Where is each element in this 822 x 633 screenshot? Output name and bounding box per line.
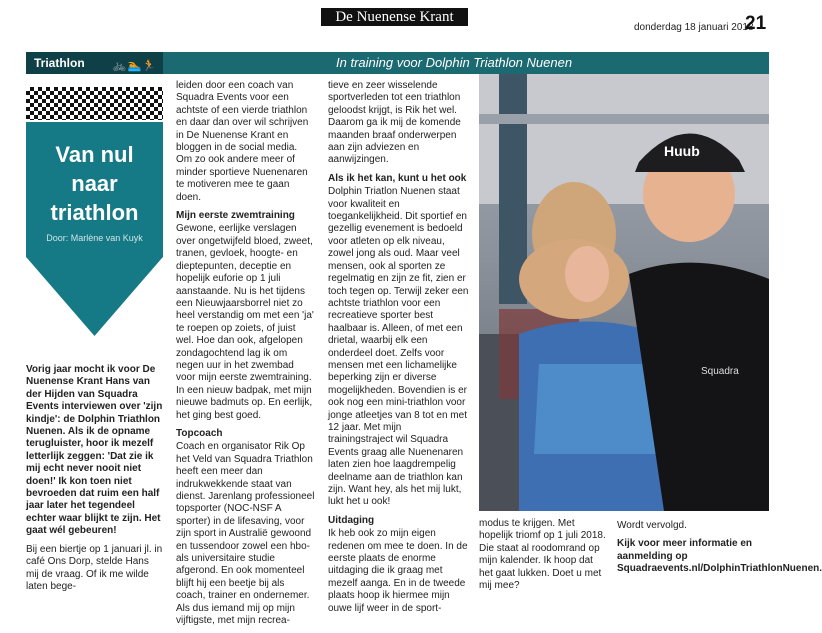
headline-line: naar — [71, 171, 118, 196]
page-number: 21 — [745, 13, 767, 34]
headline-line: triathlon — [50, 200, 139, 225]
byline: Door: Marlène van Kuyk — [46, 233, 143, 243]
article-photo — [479, 74, 769, 511]
shirt-badge-text: Squadra — [701, 366, 739, 377]
subheading: Topcoach — [176, 427, 223, 439]
paragraph: modus te krijgen. Met hopelijk triomf op 1 juli 2018. Die staat al roodomrand op mijn kalender. Ik hoop dat het gaat lukken. Doet u met mij mee? — [479, 518, 606, 592]
paragraph: Bij een biertje op 1 januari jl. in café Ons Dorp, stelde Hans mij de vraag. Of ik me wilde laten bege- — [26, 543, 163, 592]
column-4 — [479, 518, 606, 598]
article-kicker: In training voor Dolphin Triathlon Nuenen — [336, 55, 573, 70]
info-paragraph: Kijk voor meer informatie en aanmelding op Squadraevents.nl/DolphinTriathlonNuenen. — [617, 538, 822, 575]
section-label-text: Triathlon — [34, 56, 85, 70]
paragraph: Wordt vervolgd. — [617, 520, 687, 531]
column-2 — [176, 80, 316, 633]
subheading: Uitdaging — [328, 514, 375, 526]
headline-line: Van nul — [55, 142, 134, 167]
paragraph: leiden door een coach van Squadra Events voor een achtste of een vierde triathlon en daar dan over wil schrijven in De Nuenense Krant en bloggen in de social media. Om zo ook andere meer of minder sportieve Nuenenaren te motiveren mee te gaan doen. — [176, 80, 309, 203]
paragraph: Gewone, eerlijke verslagen over ongetwijfeld bloed, zweet, tranen, gevloek, hoogte- en dieptepunten, deceptie en hopelijk euforie op 1 juli aanstaande. Nu is het tijdens een Nieuwjaarsborrel niet zo heel verstandig om met een 'ja' te roepen op zoiets, of juist wel. Hoe dan ook, afgelopen zondagochtend lag ik om negen uur in het zwembad voor mijn eerste zwemtraining. In een nieuw badpak, met mijn nieuwe badmuts op. En eerlijk, het ging best goed. — [176, 223, 314, 421]
subheading: Mijn eerste zwemtraining — [176, 210, 295, 222]
subheading: Als ik het kan, kunt u het ook — [328, 172, 467, 184]
triathlon-icons — [113, 55, 157, 77]
swim-icon: 🏊 — [127, 60, 143, 72]
dateline: donderdag 18 januari 2018 — [634, 22, 754, 33]
bike-icon: 🚲 — [112, 60, 128, 72]
section-label — [26, 52, 163, 74]
intro-paragraph: Vorig jaar mocht ik voor De Nuenense Krant Hans van der Hijden van Squadra Events interviewen over 'zijn kindje': de Dolphin Triathlon Nuenen. Als ik de opname terugluister, hoor ik mezelf letterlijk zeggen: 'Dat zie ik mij echt never nooit niet doen!' Ik kon toen niet bevroeden dat ruim een half jaar later het tegendeel echter waar blijkt te zijn. Het gaat wél gebeuren! — [26, 364, 163, 537]
paragraph: Coach en organisator Rik Op het Veld van Squadra Triathlon heeft een meer dan indrukwekkende staat van dienst. Jarenlang professioneel topsporter (NOC-NSF A sporter) in de lifesaving, voor zijn sport in Australië gewoond en tussendoor zowel een hbo- als universitaire studie afgerond. En ook momenteel blijft hij een beetje bij als coach, trainer en ondernemer. Als dus iemand mij op mijn vijftigste, met mijn recrea- — [176, 441, 315, 627]
paragraph: Ik heb ook zo mijn eigen redenen om mee te doen. In de eerste plaats de enorme uitdaging die ik graag met mezelf aanga. En in de tweede plaats hoop ik hiermee mijn ouwe lijf weer in de sport- — [328, 528, 468, 614]
column-3 — [328, 80, 469, 621]
column-5 — [617, 520, 822, 582]
paragraph: Dolphin Triatlon Nuenen staat voor kwaliteit en toegankelijkheid. Dit sportief en gezellig evenement is bedoeld voor atleten op elk niveau, zowel jong als oud. Maar veel mensen, ook al sporten ze regelmatig en zijn ze fit, zien er toch tegen op. Terwijl zeker een achtste triathlon voor een recreatieve sporter best haalbaar is. Alleen, of met een drietal, waarbij elk een onderdeel doet. Zelfs voor mensen met een lichamelijke beperking zijn er diverse mogelijkheden. Bovendien is er ook nog een mini-triathlon voor jonge atleetjes van 8 tot en met 12 jaar. Met mijn trainingstraject wil Squadra Events graag alle Nuenenaren laten zien hoe laagdrempelig deelname aan de triathlon kan zijn. Want hey, als het mij lukt, lukt het u ook! — [328, 186, 469, 508]
article-headline — [26, 140, 163, 227]
checkered-flag-graphic — [26, 87, 163, 120]
newspaper-masthead: De Nuenense Krant — [321, 8, 468, 26]
run-icon: 🏃 — [142, 60, 157, 72]
paragraph: tieve en zeer wisselende sportverleden tot een triathlon geloodst krijgt, is Rik het wel. Daarom ga ik mij de komende maanden braaf onderwerpen aan zijn adviezen en aanwijzingen. — [328, 80, 461, 166]
cap-text: Huub — [664, 143, 700, 159]
column-1 — [26, 364, 163, 599]
photo-illustration — [479, 74, 769, 511]
